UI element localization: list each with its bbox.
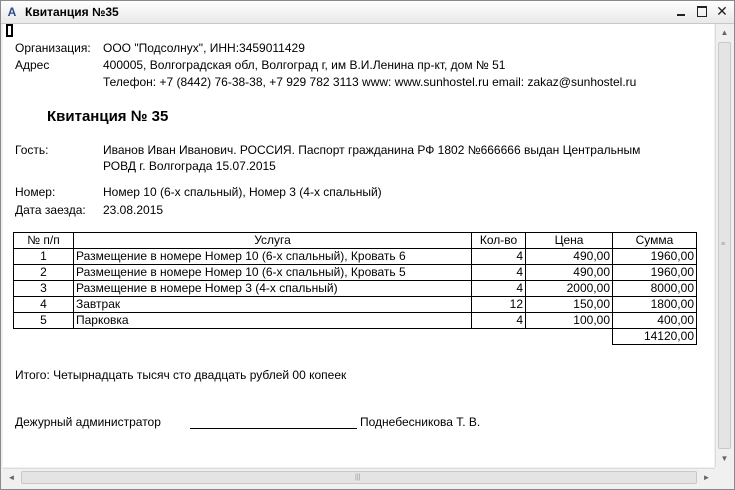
scroll-left-icon[interactable]: ◄ [7,473,16,482]
row-price: 100,00 [526,313,613,329]
address-value: 400005, Волгоградская обл, Волгоград г, им В.И.Ленина пр-кт, дом № 51 [103,58,506,72]
table-row [14,249,697,265]
header-sum: Сумма [613,233,697,249]
row-qty: 4 [472,265,526,281]
maximize-button[interactable] [693,3,711,20]
row-price: 490,00 [526,249,613,265]
row-price: 490,00 [526,265,613,281]
title-bar[interactable] [1,1,734,24]
horizontal-grip-icon: ||| [355,474,361,481]
header-num: № п/п [14,233,74,249]
row-service: Завтрак [74,297,472,313]
scroll-right-icon[interactable]: ► [702,473,711,482]
room-value: Номер 10 (6-х спальный), Номер 3 (4-х спальный) [103,185,382,199]
close-icon: ✕ [716,3,728,19]
checkin-label: Дата заезда: [15,203,86,217]
row-sum: 1960,00 [613,249,697,265]
header-service: Услуга [74,233,472,249]
vertical-scrollbar[interactable] [715,24,733,467]
guest-line-1: Иванов Иван Иванович. РОССИЯ. Паспорт гражданина РФ 1802 №666666 выдан Центральным [103,143,641,157]
row-sum: 1800,00 [613,297,697,313]
document-area[interactable] [3,24,714,467]
row-num: 1 [14,249,74,265]
row-num: 3 [14,281,74,297]
row-price: 150,00 [526,297,613,313]
cell-cursor [6,24,13,37]
window-title: Квитанция №35 [25,5,119,19]
table-total: 14120,00 [613,329,697,345]
row-num: 4 [14,297,74,313]
row-sum: 1960,00 [613,265,697,281]
scroll-down-icon[interactable]: ▼ [720,454,729,463]
services-table [13,232,697,345]
scroll-corner [715,468,732,485]
admin-label: Дежурный администратор [15,415,161,429]
minimize-icon [677,14,685,16]
signature-line [190,428,357,429]
row-num: 2 [14,265,74,281]
row-qty: 4 [472,249,526,265]
guest-label: Гость: [15,143,49,157]
phone-line: Телефон: +7 (8442) 76-38-38, +7 929 782 3113 www: www.sunhostel.ru email: zakaz@sunhostel.ru [103,75,637,89]
table-header-row [14,233,697,249]
horizontal-scrollbar[interactable] [3,468,715,486]
minimize-button[interactable] [672,3,690,20]
guest-line-2: РОВД г. Волгограда 15.07.2015 [103,159,276,173]
room-label: Номер: [15,185,56,199]
row-num: 5 [14,313,74,329]
row-qty: 4 [472,313,526,329]
org-value: ООО "Подсолнух", ИНН:3459011429 [103,41,305,55]
table-row [14,265,697,281]
row-service: Размещение в номере Номер 10 (6-х спальный), Кровать 5 [74,265,472,281]
table-row [14,281,697,297]
horizontal-scroll-thumb[interactable] [21,471,697,484]
row-service: Размещение в номере Номер 3 (4-х спальный) [74,281,472,297]
receipt-heading: Квитанция № 35 [47,108,169,125]
vertical-grip-icon: ≡ [721,241,726,248]
row-qty: 12 [472,297,526,313]
row-qty: 4 [472,281,526,297]
scroll-up-icon[interactable]: ▲ [720,28,729,37]
row-price: 2000,00 [526,281,613,297]
org-label: Организация: [15,41,91,55]
total-in-words: Итого: Четырнадцать тысяч сто двадцать рублей 00 копеек [15,368,347,382]
row-sum: 8000,00 [613,281,697,297]
maximize-icon [697,6,707,17]
app-icon: A [7,5,17,19]
address-label: Адрес [15,58,50,72]
table-row [14,297,697,313]
row-service: Парковка [74,313,472,329]
row-sum: 400,00 [613,313,697,329]
row-service: Размещение в номере Номер 10 (6-х спальный), Кровать 6 [74,249,472,265]
table-row [14,313,697,329]
close-button[interactable] [713,3,731,20]
header-price: Цена [526,233,613,249]
checkin-value: 23.08.2015 [103,203,164,217]
table-total-row [14,329,697,345]
admin-name: Поднебесникова Т. В. [360,415,481,429]
vertical-scroll-thumb[interactable] [718,42,731,449]
header-qty: Кол-во [472,233,526,249]
